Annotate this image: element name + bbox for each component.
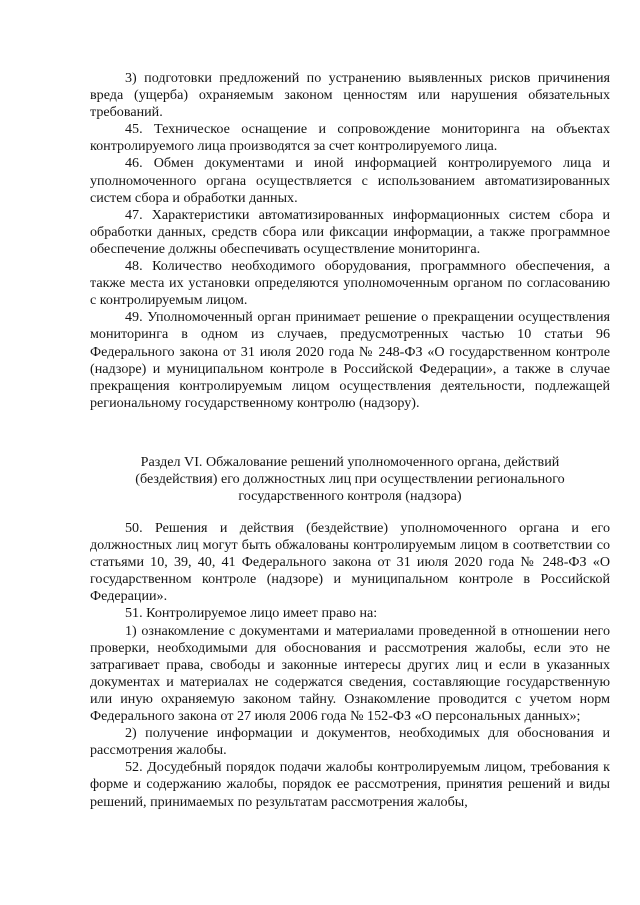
paragraph-51-item-2: 2) получение информации и документов, необходимых для обоснования и рассмотрения жалобы. (90, 725, 610, 759)
paragraph-51-item-1: 1) ознакомление с документами и материалами проведенной в отношении него проверки, необходимыми для обоснования и рассмотрения жалобы, если это не затрагивает права, свободы и законные интересы других лиц и если в указанных документах и материалах не содержатся сведения, составляющие государственную или иную охраняемую законом тайну. Ознакомление проводится с учетом норм Федерального закона от 27 июля 2006 года № 152-ФЗ «О персональных данных»; (90, 622, 610, 725)
paragraph-49: 49. Уполномоченный орган принимает решение о прекращении осуществления мониторинга в одном из случаев, предусмотренных частью 10 статьи 96 Федерального закона от 31 июля 2020 года № 248-ФЗ «О государственном контроле (надзоре) и муниципальном контроле в Российской Федерации», а также в случае прекращения контролируемым лицом осуществления деятельности, подлежащей региональному государственному контролю (надзору). (90, 309, 610, 411)
section-heading-line-3: государственного контроля (надзора) (238, 488, 462, 505)
paragraph-52: 52. Досудебный порядок подачи жалобы контролируемым лицом, требования к форме и содержанию жалобы, порядок ее рассмотрения, принятия решений и виды решений, принимаемых по результатам рассмотрения жалобы, (90, 759, 610, 810)
paragraph-51: 51. Контролируемое лицо имеет право на: (125, 605, 378, 622)
paragraph-46: 46. Обмен документами и иной информацией контролируемого лица и уполномоченного органа осуществляется с использованием автоматизированных систем сбора и обработки данных. (90, 155, 610, 206)
paragraph-45: 45. Техническое оснащение и сопровождение мониторинга на объектах контролируемого лица производятся за счет контролируемого лица. (90, 121, 610, 155)
paragraph-48: 48. Количество необходимого оборудования, программного обеспечения, а также места их установки определяются уполномоченным органом по согласованию с контролируемым лицом. (90, 258, 610, 309)
section-heading (90, 454, 610, 505)
paragraph-47: 47. Характеристики автоматизированных информационных систем сбора и обработки данных, средств сбора или фиксации информации, а также программное обеспечение должны обеспечивать осуществление мониторинга. (90, 206, 610, 257)
paragraph-item-3: 3) подготовки предложений по устранению выявленных рисков причинения вреда (ущерба) охраняемым законом ценностям или нарушения обязательных требований. (90, 70, 610, 121)
section-heading-line-1: Раздел VI. Обжалование решений уполномоченного органа, действий (140, 454, 560, 470)
text-block-top (90, 70, 610, 412)
section-heading-line-2: (бездействия) его должностных лиц при осуществлении регионального (135, 471, 565, 488)
text-block-bottom (90, 520, 610, 811)
paragraph-50: 50. Решения и действия (бездействие) уполномоченного органа и его должностных лиц могут быть обжалованы контролируемым лицом в соответствии со статьями 10, 39, 40, 41 Федерального закона от 31 июля 2020 года № 248-ФЗ «О государственном контроле (надзоре) и муниципальном контроле в Российской Федерации». (90, 520, 610, 605)
